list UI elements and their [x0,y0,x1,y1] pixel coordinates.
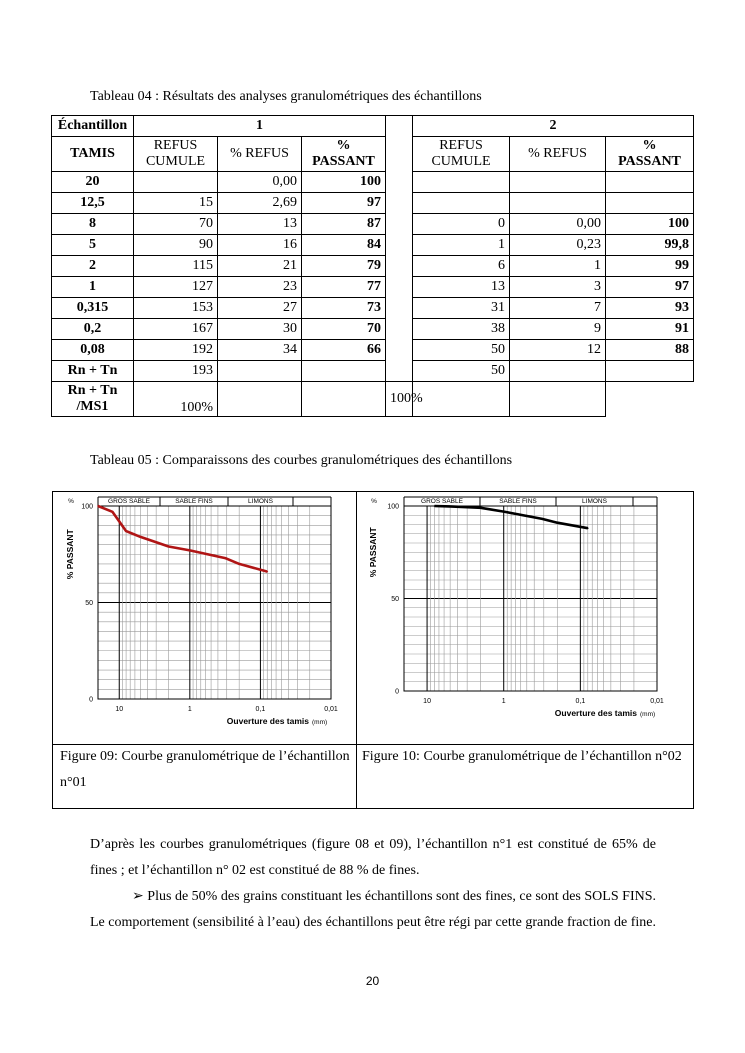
tamis-cell: 8 [52,214,134,235]
x-axis-unit: (mm) [640,711,656,718]
col-refus-cumule-2: REFUS CUMULE [413,137,510,172]
y-tick-label: 0 [395,688,399,696]
refus-cumule-1: 90 [134,235,218,256]
pct-passant-1: 87 [302,214,386,235]
pct-passant-1: 84 [302,235,386,256]
tamis-cell: 0,315 [52,298,134,319]
pct-refus-1: 30 [218,319,302,340]
bullet-arrow-icon: ➢ [132,889,144,904]
tamis-cell: 5 [52,235,134,256]
table-row [52,193,694,214]
pct-passant-2: 100 [606,214,694,235]
col-pct-passant-1 [302,137,386,172]
table-header-row-2 [52,137,694,172]
pct-refus-2 [510,193,606,214]
pct-passant-1: 77 [302,277,386,298]
pct-passant-2: 99,8 [606,235,694,256]
tamis-cell: 1 [52,277,134,298]
pct-refus-2 [413,382,510,417]
refus-cumule-1: 70 [134,214,218,235]
pct-refus-2: 7 [510,298,606,319]
refus-cumule-2: 13 [413,277,510,298]
refus-cumule-1: 115 [134,256,218,277]
col-refus-cumule-1: REFUS CUMULE [134,137,218,172]
refus-cumule-1: 192 [134,340,218,361]
tamis-cell: 0,08 [52,340,134,361]
pct-refus-1: 21 [218,256,302,277]
paragraph-conclusion-text: Plus de 50% des grains constituant les échantillons sont des fines, ce sont des SOLS FINS. Le comportement (sensibilité à l’eau) des échantillons peut être régi par cette grande fraction de fine. [90,889,657,930]
refus-cumule-1: 15 [134,193,218,214]
paragraph-conclusion [90,884,656,936]
refus-cumule-2 [413,193,510,214]
pct-refus-2: 1 [510,256,606,277]
pct-passant-1: 66 [302,340,386,361]
chart-sample-1 [56,494,348,732]
pct-sym: % [642,138,657,153]
y-axis-label: % PASSANT [65,529,75,580]
data-point [112,511,114,513]
pct-refus-1: 16 [218,235,302,256]
refus-cumule-2: 0 [413,214,510,235]
tamis-line2: /MS1 [76,399,109,414]
table-row [52,256,694,277]
pct-refus-1: 0,00 [218,172,302,193]
pct-refus-1: 2,69 [218,193,302,214]
data-point [541,518,543,520]
col-pct-refus-2: % REFUS [510,137,606,172]
pct-refus-2: 0,23 [510,235,606,256]
table-header-row-1 [52,116,694,137]
pct-refus-2: 0,00 [510,214,606,235]
y-percent-symbol: % [371,498,377,505]
refus-cumule-2 [413,172,510,193]
pct-passant-1 [302,361,386,382]
refus-cumule-2: 38 [413,319,510,340]
echantillon-label: Échantillon [52,116,134,137]
x-tick-label: 1 [187,706,192,713]
x-tick-label: 0,1 [575,698,586,705]
pct-passant-1: 100 [302,172,386,193]
table-row [52,340,694,361]
x-tick-label: 10 [423,698,431,705]
table-row [52,319,694,340]
zone-label: LIMONS [582,498,607,505]
tamis-line1: Rn + Tn [67,383,118,398]
refus-cumule-1: 193 [134,361,218,382]
pct-sym: % [336,138,351,153]
data-point [168,546,170,548]
col-pct-passant-2 [606,137,694,172]
x-tick-label: 0,01 [650,698,664,705]
pct-refus-1: 34 [218,340,302,361]
y-tick-label: 100 [387,503,399,511]
zone-label: GROS SABLE [108,498,150,505]
table-row [52,172,694,193]
pct-refus-1: 13 [218,214,302,235]
pct-passant-2 [510,382,606,417]
zone-label: LIMONS [248,498,273,505]
data-point [587,527,589,529]
tamis-cell: 0,2 [52,319,134,340]
data-point [503,511,505,513]
tamis-cell: 20 [52,172,134,193]
table-row [52,277,694,298]
zone-label: SABLE FINS [175,498,213,505]
pct-passant-2: 91 [606,319,694,340]
pct-refus-1: 27 [218,298,302,319]
pct-refus-2: 9 [510,319,606,340]
pct-passant-1 [302,382,386,417]
table-caption: Tableau 04 : Résultats des analyses granulométriques des échantillons [90,89,482,104]
passant-word: PASSANT [312,154,375,169]
y-tick-label: 100 [81,503,93,511]
refus-cumule-1: 127 [134,277,218,298]
table-row-ms1 [52,382,694,417]
table-row [52,214,694,235]
figure-09-caption: Figure 09: Courbe granulométrique de l’échantillon n°01 [60,749,350,790]
x-tick-label: 10 [115,706,124,713]
tamis-label: TAMIS [52,137,134,172]
data-point [449,506,451,508]
refus-cumule-1: 167 [134,319,218,340]
figure-10-caption: Figure 10: Courbe granulométrique de l’échantillon n°02 [362,749,682,764]
refus-cumule-2: 100% [386,382,413,417]
refus-cumule-1: 100% [134,382,218,417]
page-number: 20 [365,974,380,988]
y-tick-label: 0 [89,696,93,704]
sample1-header: 1 [134,116,386,137]
pct-passant-1: 73 [302,298,386,319]
pct-passant-2: 99 [606,256,694,277]
pct-passant-1: 70 [302,319,386,340]
tamis-cell [52,382,134,417]
refus-cumule-2: 6 [413,256,510,277]
refus-cumule-1 [134,172,218,193]
data-point [125,530,127,532]
tamis-cell: 2 [52,256,134,277]
x-axis-unit: (mm) [312,719,328,726]
paragraph-fines: D’après les courbes granulométriques (figure 08 et 09), l’échantillon n°1 est constitué de 65% de fines ; et l’échantillon n° 02 est constitué de 88 % de fines. [90,837,656,878]
data-point [266,571,268,573]
y-axis-label: % PASSANT [368,527,378,578]
refus-cumule-2: 31 [413,298,510,319]
pct-passant-2: 93 [606,298,694,319]
pct-refus-2: 3 [510,277,606,298]
y-percent-symbol: % [68,498,74,505]
spacer-column [386,116,413,382]
pct-refus-1 [218,382,302,417]
granulometry-table [51,115,694,417]
data-point [556,522,558,524]
figures-caption: Tableau 05 : Comparaissons des courbes granulométriques des échantillons [90,453,513,468]
pct-passant-2 [606,361,694,382]
table-row [52,235,694,256]
data-point [97,505,99,507]
tamis-cell: Rn + Tn [52,361,134,382]
refus-cumule-2: 50 [413,361,510,382]
y-tick-label: 50 [391,596,399,603]
pct-passant-1: 97 [302,193,386,214]
x-axis-label: Ouverture des tamis [226,716,309,726]
tamis-cell: 12,5 [52,193,134,214]
figures-divider-vertical [356,491,357,808]
pct-refus-2 [510,361,606,382]
chart-sample-2 [362,494,684,732]
x-tick-label: 1 [501,698,506,705]
data-point [238,563,240,565]
x-axis-label: Ouverture des tamis [554,708,637,718]
refus-cumule-2: 1 [413,235,510,256]
pct-refus-2 [510,172,606,193]
refus-cumule-1: 153 [134,298,218,319]
data-point [434,505,436,507]
zone-label: SABLE FINS [499,498,537,505]
pct-passant-2: 88 [606,340,694,361]
pct-refus-1: 23 [218,277,302,298]
table-row [52,298,694,319]
pct-passant-2 [606,172,694,193]
zone-label: GROS SABLE [421,498,463,505]
data-point [140,536,142,538]
data-point [189,550,191,552]
x-tick-label: 0,01 [324,706,338,713]
y-tick-label: 50 [85,600,93,607]
refus-cumule-2: 50 [413,340,510,361]
pct-passant-2 [606,193,694,214]
pct-passant-1: 79 [302,256,386,277]
data-point [480,507,482,509]
passant-word: PASSANT [618,154,681,169]
pct-passant-2: 97 [606,277,694,298]
pct-refus-1 [218,361,302,382]
x-tick-label: 0,1 [255,706,266,713]
table-row [52,361,694,382]
sample2-header: 2 [413,116,694,137]
col-pct-refus-1: % REFUS [218,137,302,172]
pct-refus-2: 12 [510,340,606,361]
data-point [224,557,226,559]
